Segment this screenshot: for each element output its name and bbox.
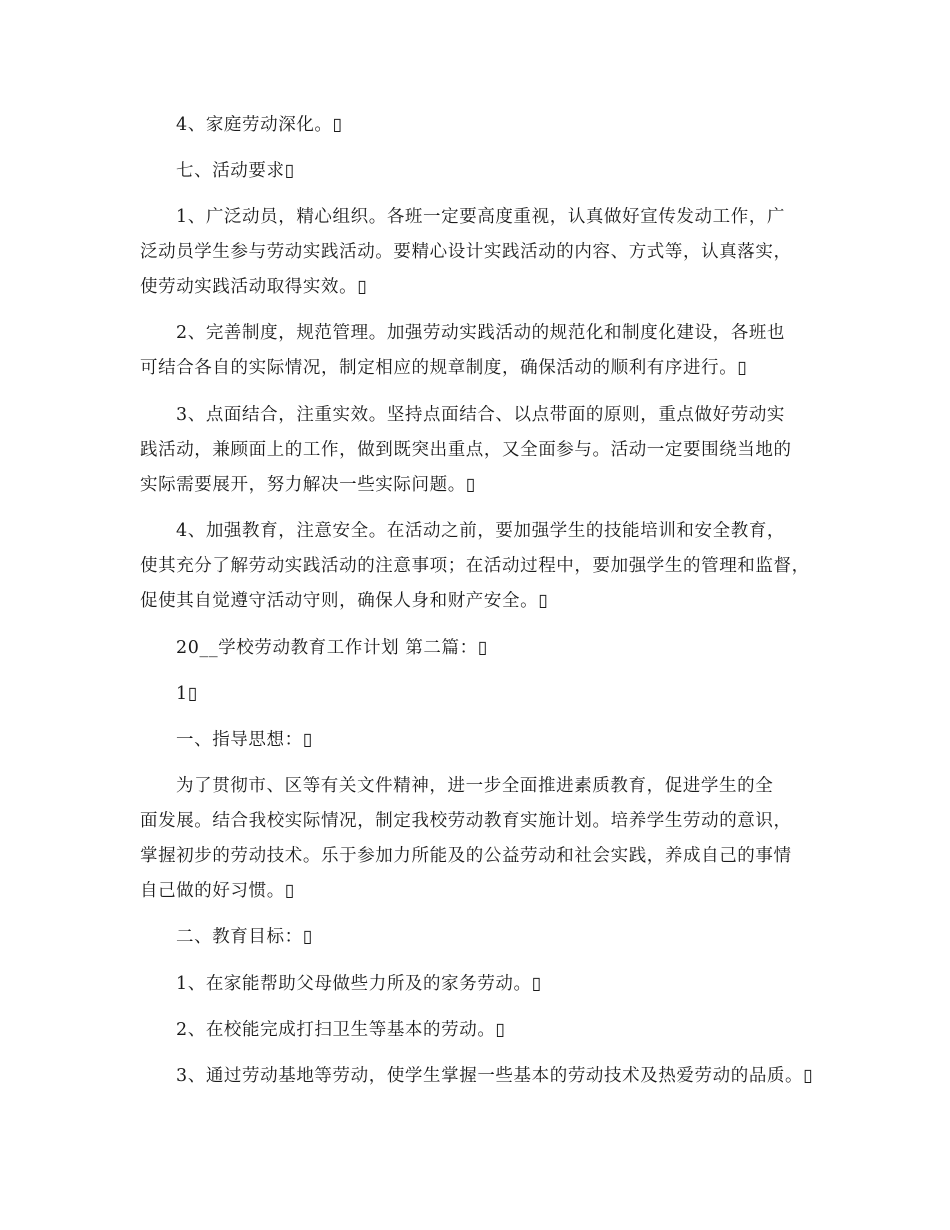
text-line: 一、指导思想：▯ — [176, 730, 313, 750]
text-line: 2、在校能完成打扫卫生等基本的劳动。▯ — [176, 1020, 506, 1040]
text-line: 面发展。结合我校实际情况，制定我校劳动教育实施计划。培养学生劳动的意识， — [140, 811, 792, 831]
text-line: 1▯ — [176, 684, 198, 704]
text-line: 掌握初步的劳动技术。乐于参加力所能及的公益劳动和社会实践，养成自己的事情 — [140, 846, 792, 866]
text-line: 20__学校劳动教育工作计划 第二篇：▯ — [176, 638, 488, 658]
text-line: 实际需要展开，努力解决一些实际问题。▯ — [140, 475, 477, 495]
text-line: 自己做的好习惯。▯ — [140, 881, 296, 901]
text-line: 3、点面结合，注重实效。坚持点面结合、以点带面的原则，重点做好劳动实 — [176, 405, 786, 425]
text-line: 1、广泛动员，精心组织。各班一定要高度重视，认真做好宣传发动工作，广 — [176, 207, 786, 227]
text-line: 二、教育目标：▯ — [176, 927, 313, 947]
text-line: 3、通过劳动基地等劳动，使学生掌握一些基本的劳动技术及热爱劳动的品质。▯ — [176, 1066, 814, 1086]
text-line: 4、加强教育，注意安全。在活动之前，要加强学生的技能培训和安全教育， — [176, 521, 786, 541]
text-line: 促使其自觉遵守活动守则，确保人身和财产安全。▯ — [140, 591, 549, 611]
text-line: 践活动，兼顾面上的工作，做到既突出重点，又全面参与。活动一定要围绕当地的 — [140, 440, 792, 460]
text-line: 4、家庭劳动深化。▯ — [176, 115, 343, 135]
text-line: 七、活动要求▯ — [176, 161, 295, 181]
text-line: 2、完善制度，规范管理。加强劳动实践活动的规范化和制度化建设，各班也 — [176, 323, 786, 343]
text-line: 使劳动实践活动取得实效。▯ — [140, 277, 368, 297]
text-line: 可结合各自的实际情况，制定相应的规章制度，确保活动的顺利有序进行。▯ — [140, 358, 748, 378]
text-line: 使其充分了解劳动实践活动的注意事项；在活动过程中，要加强学生的管理和监督， — [140, 556, 810, 576]
text-line: 1、在家能帮助父母做些力所及的家务劳动。▯ — [176, 974, 542, 994]
text-line: 为了贯彻市、区等有关文件精神，进一步全面推进素质教育，促进学生的全 — [176, 776, 774, 796]
text-line: 泛动员学生参与劳动实践活动。要精心设计实践活动的内容、方式等，认真落实， — [140, 242, 792, 262]
